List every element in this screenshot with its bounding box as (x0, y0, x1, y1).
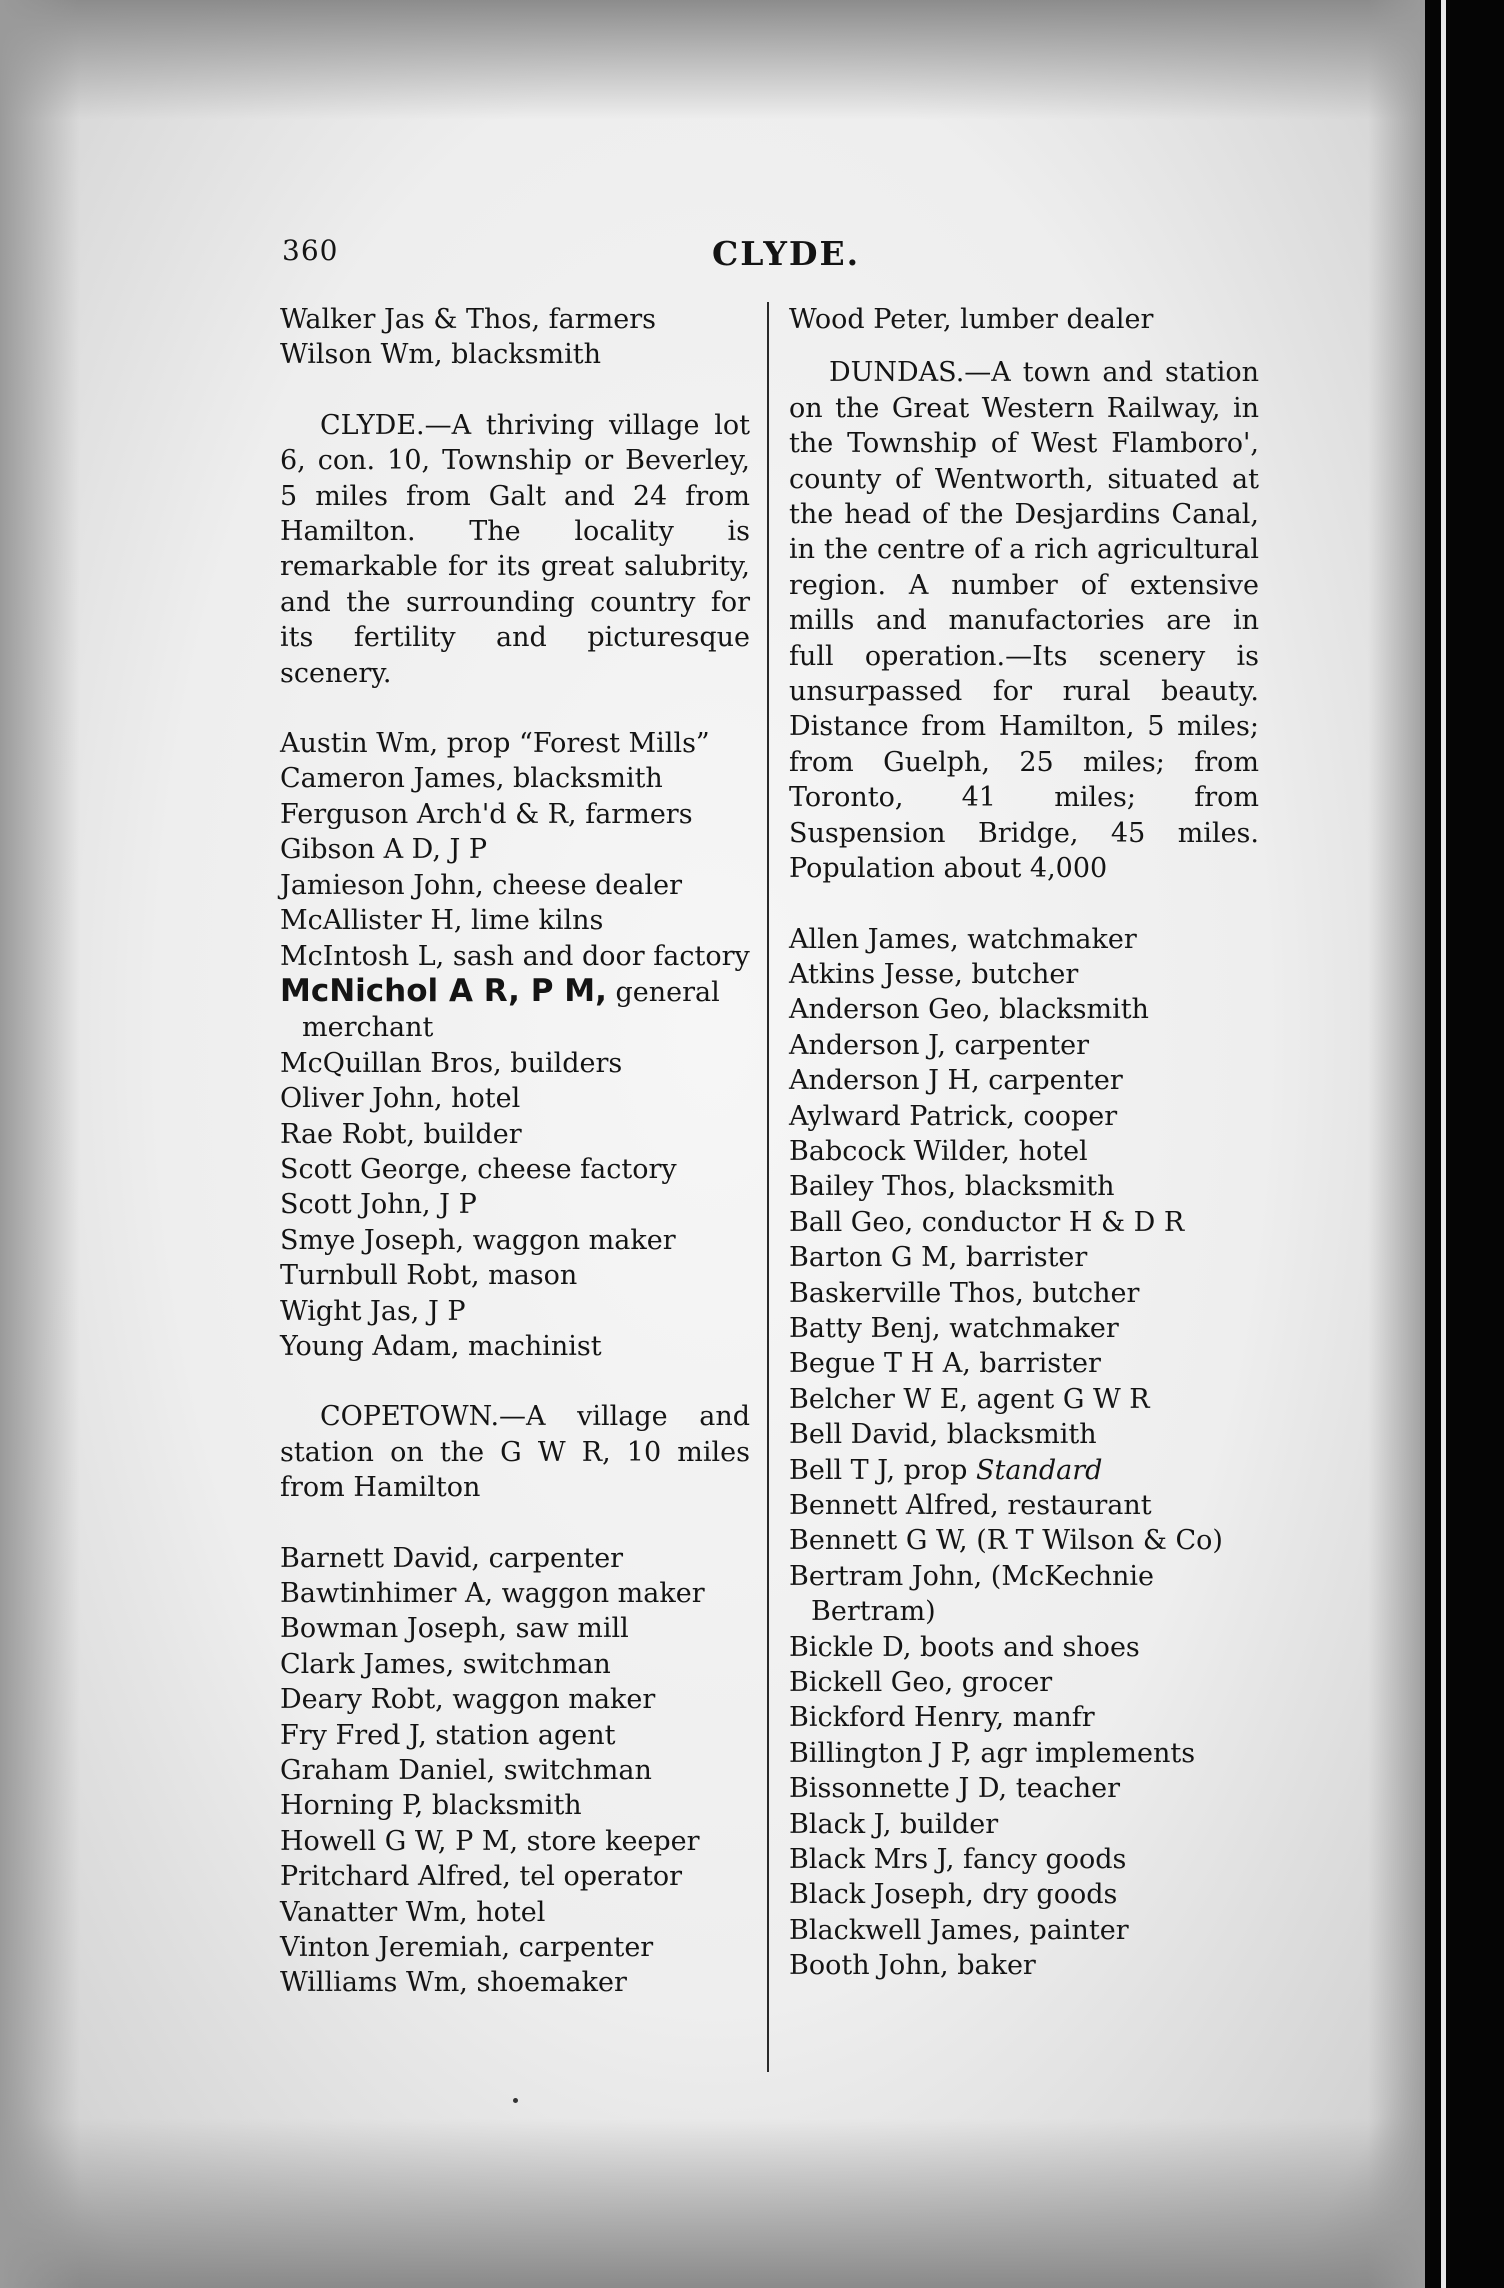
clyde-description: CLYDE.—A thriving village lot 6, con. 10, Township or Beverley, 5 miles from Galt and 24 from Hamilton. The locality is remarkable for its great salubrity, and the surrounding country for its fertility and picturesque scenery. (280, 409, 750, 689)
list-item: Smye Joseph, waggon maker (280, 1224, 676, 1256)
list-item: Vanatter Wm, hotel (280, 1896, 546, 1928)
list-item: Anderson J H, carpenter (789, 1065, 1123, 1097)
clyde-directory-list-b (280, 1046, 750, 1365)
entry-text: Bell T J, prop (789, 1454, 976, 1486)
spacer (280, 691, 750, 726)
scan-shadow-top (0, 0, 1425, 120)
list-item: Graham Daniel, switchman (280, 1755, 652, 1787)
list-item: Bickell Geo, grocer (789, 1667, 1053, 1699)
dundas-description: DUNDAS.—A town and station on the Great Western Railway, in the Township of West Flamboro', county of Wentworth, situated at the head of the Desjardins Canal, in the centre of a rich agricultural region. A number of extensive mills and manufactories are in full operation.—Its scenery is unsurpassed for rural beauty. Distance from Hamilton, 5 miles; from Guelph, 25 miles; from Toronto, 41 miles; from Suspension Bridge, 45 miles. Population about 4,000 (789, 357, 1259, 885)
adjacent-page-strip (1425, 0, 1504, 2288)
spacer (789, 337, 1259, 355)
list-item: Anderson Geo, blacksmith (789, 994, 1149, 1026)
list-item: Barton G M, barrister (789, 1242, 1088, 1274)
list-item: Allen James, watchmaker (789, 923, 1137, 955)
list-item: Anderson J, carpenter (789, 1029, 1090, 1061)
list-item: Bowman Joseph, saw mill (280, 1613, 629, 1645)
list-item: Gibson A D, J P (280, 834, 488, 866)
list-item: Begue T H A, barrister (789, 1348, 1101, 1380)
list-item: Bennett Alfred, restaurant (789, 1490, 1152, 1521)
list-item: Bell David, blacksmith (789, 1419, 1097, 1451)
list-item: Walker Jas & Thos, farmers (280, 304, 656, 335)
dundas-directory-list-b (789, 1488, 1259, 1984)
right-column (789, 302, 1259, 1984)
copetown-directory-list (280, 1541, 750, 2001)
list-item: Aylward Patrick, cooper (789, 1100, 1118, 1132)
list-item: Wilson Wm, blacksmith (280, 339, 601, 371)
list-item: Cameron James, blacksmith (280, 763, 663, 795)
dundas-directory-list-a (789, 922, 1259, 1453)
clyde-directory-list-a (280, 726, 750, 974)
list-item: Horning P, blacksmith (280, 1790, 582, 1822)
list-item: Turnbull Robt, mason (280, 1260, 578, 1292)
list-item: Scott George, cheese factory (280, 1153, 677, 1185)
list-item: Fry Fred J, station agent (280, 1719, 616, 1751)
list-item: Barnett David, carpenter (280, 1542, 624, 1574)
list-item: Black J, builder (789, 1808, 999, 1840)
spacer (280, 1506, 750, 1541)
adjacent-page-edge (1441, 0, 1446, 2288)
list-item: Bertram John, (McKechnie Bertram) (789, 1560, 1155, 1628)
list-item: Bickford Henry, manfr (789, 1702, 1095, 1734)
list-item: Black Joseph, dry goods (789, 1879, 1118, 1911)
left-column (280, 302, 750, 2001)
list-item: Pritchard Alfred, tel operator (280, 1861, 682, 1893)
list-item: Billington J P, agr implements (789, 1737, 1196, 1769)
list-item: Rae Robt, builder (280, 1118, 522, 1150)
print-speck (513, 2098, 518, 2103)
list-item: Austin Wm, prop “Forest Mills” (280, 728, 710, 760)
page-title: CLYDE. (712, 234, 861, 273)
directory-list-top-right (789, 302, 1259, 337)
list-item: McIntosh L, sash and door factory (280, 940, 750, 972)
list-item: Booth John, baker (789, 1950, 1036, 1982)
scan-shadow-bottom (0, 2118, 1425, 2288)
list-item: Vinton Jeremiah, carpenter (280, 1932, 654, 1964)
list-item: Williams Wm, shoemaker (280, 1967, 627, 1999)
list-item: Ferguson Arch'd & R, farmers (280, 798, 693, 830)
list-item: Belcher W E, agent G W R (789, 1383, 1150, 1415)
list-item: Bennett G W, (R T Wilson & Co) (789, 1525, 1223, 1557)
list-item: Bickle D, boots and shoes (789, 1631, 1140, 1663)
scan-shadow-left (0, 0, 80, 2288)
list-item: Bawtinhimer A, waggon maker (280, 1578, 705, 1609)
list-item: Wight Jas, J P (280, 1295, 466, 1327)
emphasized-name: McNichol A R, P M, (280, 972, 607, 1009)
column-divider (767, 302, 769, 2072)
list-item: Bailey Thos, blacksmith (789, 1171, 1115, 1203)
spacer (789, 887, 1259, 922)
directory-list-top-left (280, 302, 750, 373)
list-item: Batty Benj, watchmaker (789, 1312, 1119, 1344)
list-item (789, 1453, 1259, 1488)
list-item: Scott John, J P (280, 1189, 477, 1221)
list-item: Howell G W, P M, store keeper (280, 1825, 700, 1857)
list-item: McAllister H, lime kilns (280, 905, 604, 937)
list-item: Blackwell James, painter (789, 1914, 1129, 1946)
list-item: Ball Geo, conductor H & D R (789, 1206, 1185, 1238)
list-item: Atkins Jesse, butcher (789, 958, 1079, 990)
page-number: 360 (282, 234, 339, 267)
list-item: Oliver John, hotel (280, 1083, 521, 1115)
copetown-description: COPETOWN.—A village and station on the G W R, 10 miles from Hamilton (280, 1401, 750, 1504)
newspaper-name: Standard (975, 1454, 1103, 1486)
spacer (280, 373, 750, 408)
list-item: Bissonnette J D, teacher (789, 1773, 1121, 1805)
list-item: Jamieson John, cheese dealer (280, 869, 683, 901)
list-item: Clark James, switchman (280, 1648, 611, 1680)
list-item: McQuillan Bros, builders (280, 1047, 623, 1079)
list-item: Babcock Wilder, hotel (789, 1135, 1088, 1167)
list-item: Black Mrs J, fancy goods (789, 1844, 1127, 1876)
list-item: Wood Peter, lumber dealer (789, 304, 1154, 335)
page-edge-right (1368, 0, 1428, 2288)
list-item: Baskerville Thos, butcher (789, 1277, 1140, 1309)
list-item: Deary Robt, waggon maker (280, 1684, 656, 1716)
list-item (280, 974, 750, 1046)
spacer (280, 1364, 750, 1399)
entry-occupation: general merchant (302, 976, 720, 1044)
list-item: Young Adam, machinist (280, 1330, 602, 1362)
